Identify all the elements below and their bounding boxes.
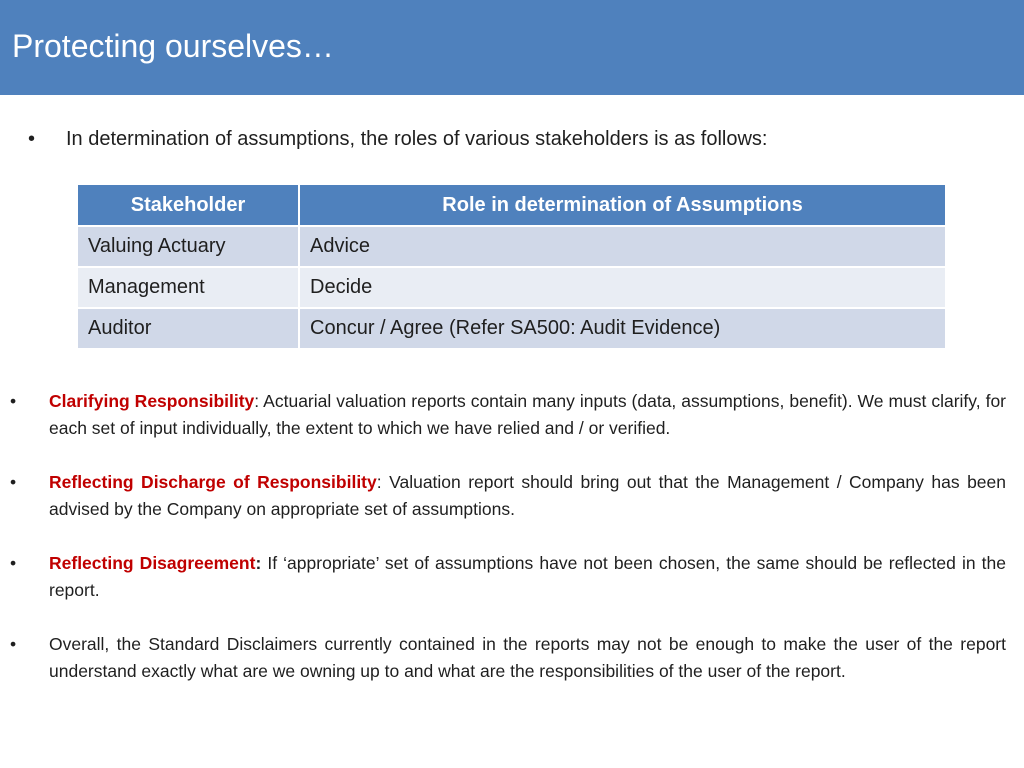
bullet-dot: • <box>10 634 17 654</box>
bullet-dot: • <box>10 553 17 573</box>
bullet-text: If ‘appropriate’ set of assumptions have not been chosen, the same should be reflected in the report. <box>49 553 1006 600</box>
bullet-dot: • <box>10 472 17 492</box>
column-header-stakeholder: Stakeholder <box>77 184 299 226</box>
bullet-dot: • <box>28 128 36 150</box>
table-row <box>77 308 946 349</box>
bullet-separator: : <box>376 472 382 492</box>
column-header-role: Role in determination of Assumptions <box>299 184 946 226</box>
stakeholder-cell: Management <box>77 267 299 308</box>
role-cell: Advice <box>299 226 946 267</box>
bullet-text: Overall, the Standard Disclaimers currently contained in the reports may not be enough to make the user of the report understand exactly what are we owning up to and what are the responsibilities of the user of the report. <box>49 634 1006 681</box>
role-cell: Concur / Agree (Refer SA500: Audit Evidence) <box>299 308 946 349</box>
bullet-text: Valuation report should bring out that the Management / Company has been advised by the Company on appropriate set of assumptions. <box>49 472 1006 519</box>
bullet-dot: • <box>10 391 17 411</box>
stakeholder-cell: Auditor <box>77 308 299 349</box>
stakeholder-cell: Valuing Actuary <box>77 226 299 267</box>
role-cell: Decide <box>299 267 946 308</box>
bullet-list <box>10 388 1006 712</box>
bullet-separator: : <box>254 391 260 411</box>
stakeholder-roles-table <box>76 183 947 350</box>
title-bar <box>0 0 1024 95</box>
table-header-row <box>77 184 946 226</box>
table-row <box>77 267 946 308</box>
bullet-label: Reflecting Discharge of Responsibility <box>49 472 377 492</box>
bullet-label: Reflecting Disagreement <box>49 553 256 573</box>
bullet-reflecting-discharge <box>10 469 1006 523</box>
bullet-overall <box>10 631 1006 685</box>
bullet-label: Clarifying Responsibility <box>49 391 255 411</box>
intro-text: In determination of assumptions, the roles of various stakeholders is as follows: <box>66 128 768 150</box>
slide-title: Protecting ourselves… <box>12 28 334 64</box>
bullet-text: Actuarial valuation reports contain many inputs (data, assumptions, benefit). We must clarify, for each set of input individually, the extent to which we have relied and / or verified. <box>49 391 1006 438</box>
bullet-clarifying-responsibility <box>10 388 1006 442</box>
table-row <box>77 226 946 267</box>
bullet-separator: : <box>255 553 262 573</box>
bullet-reflecting-disagreement <box>10 550 1006 604</box>
